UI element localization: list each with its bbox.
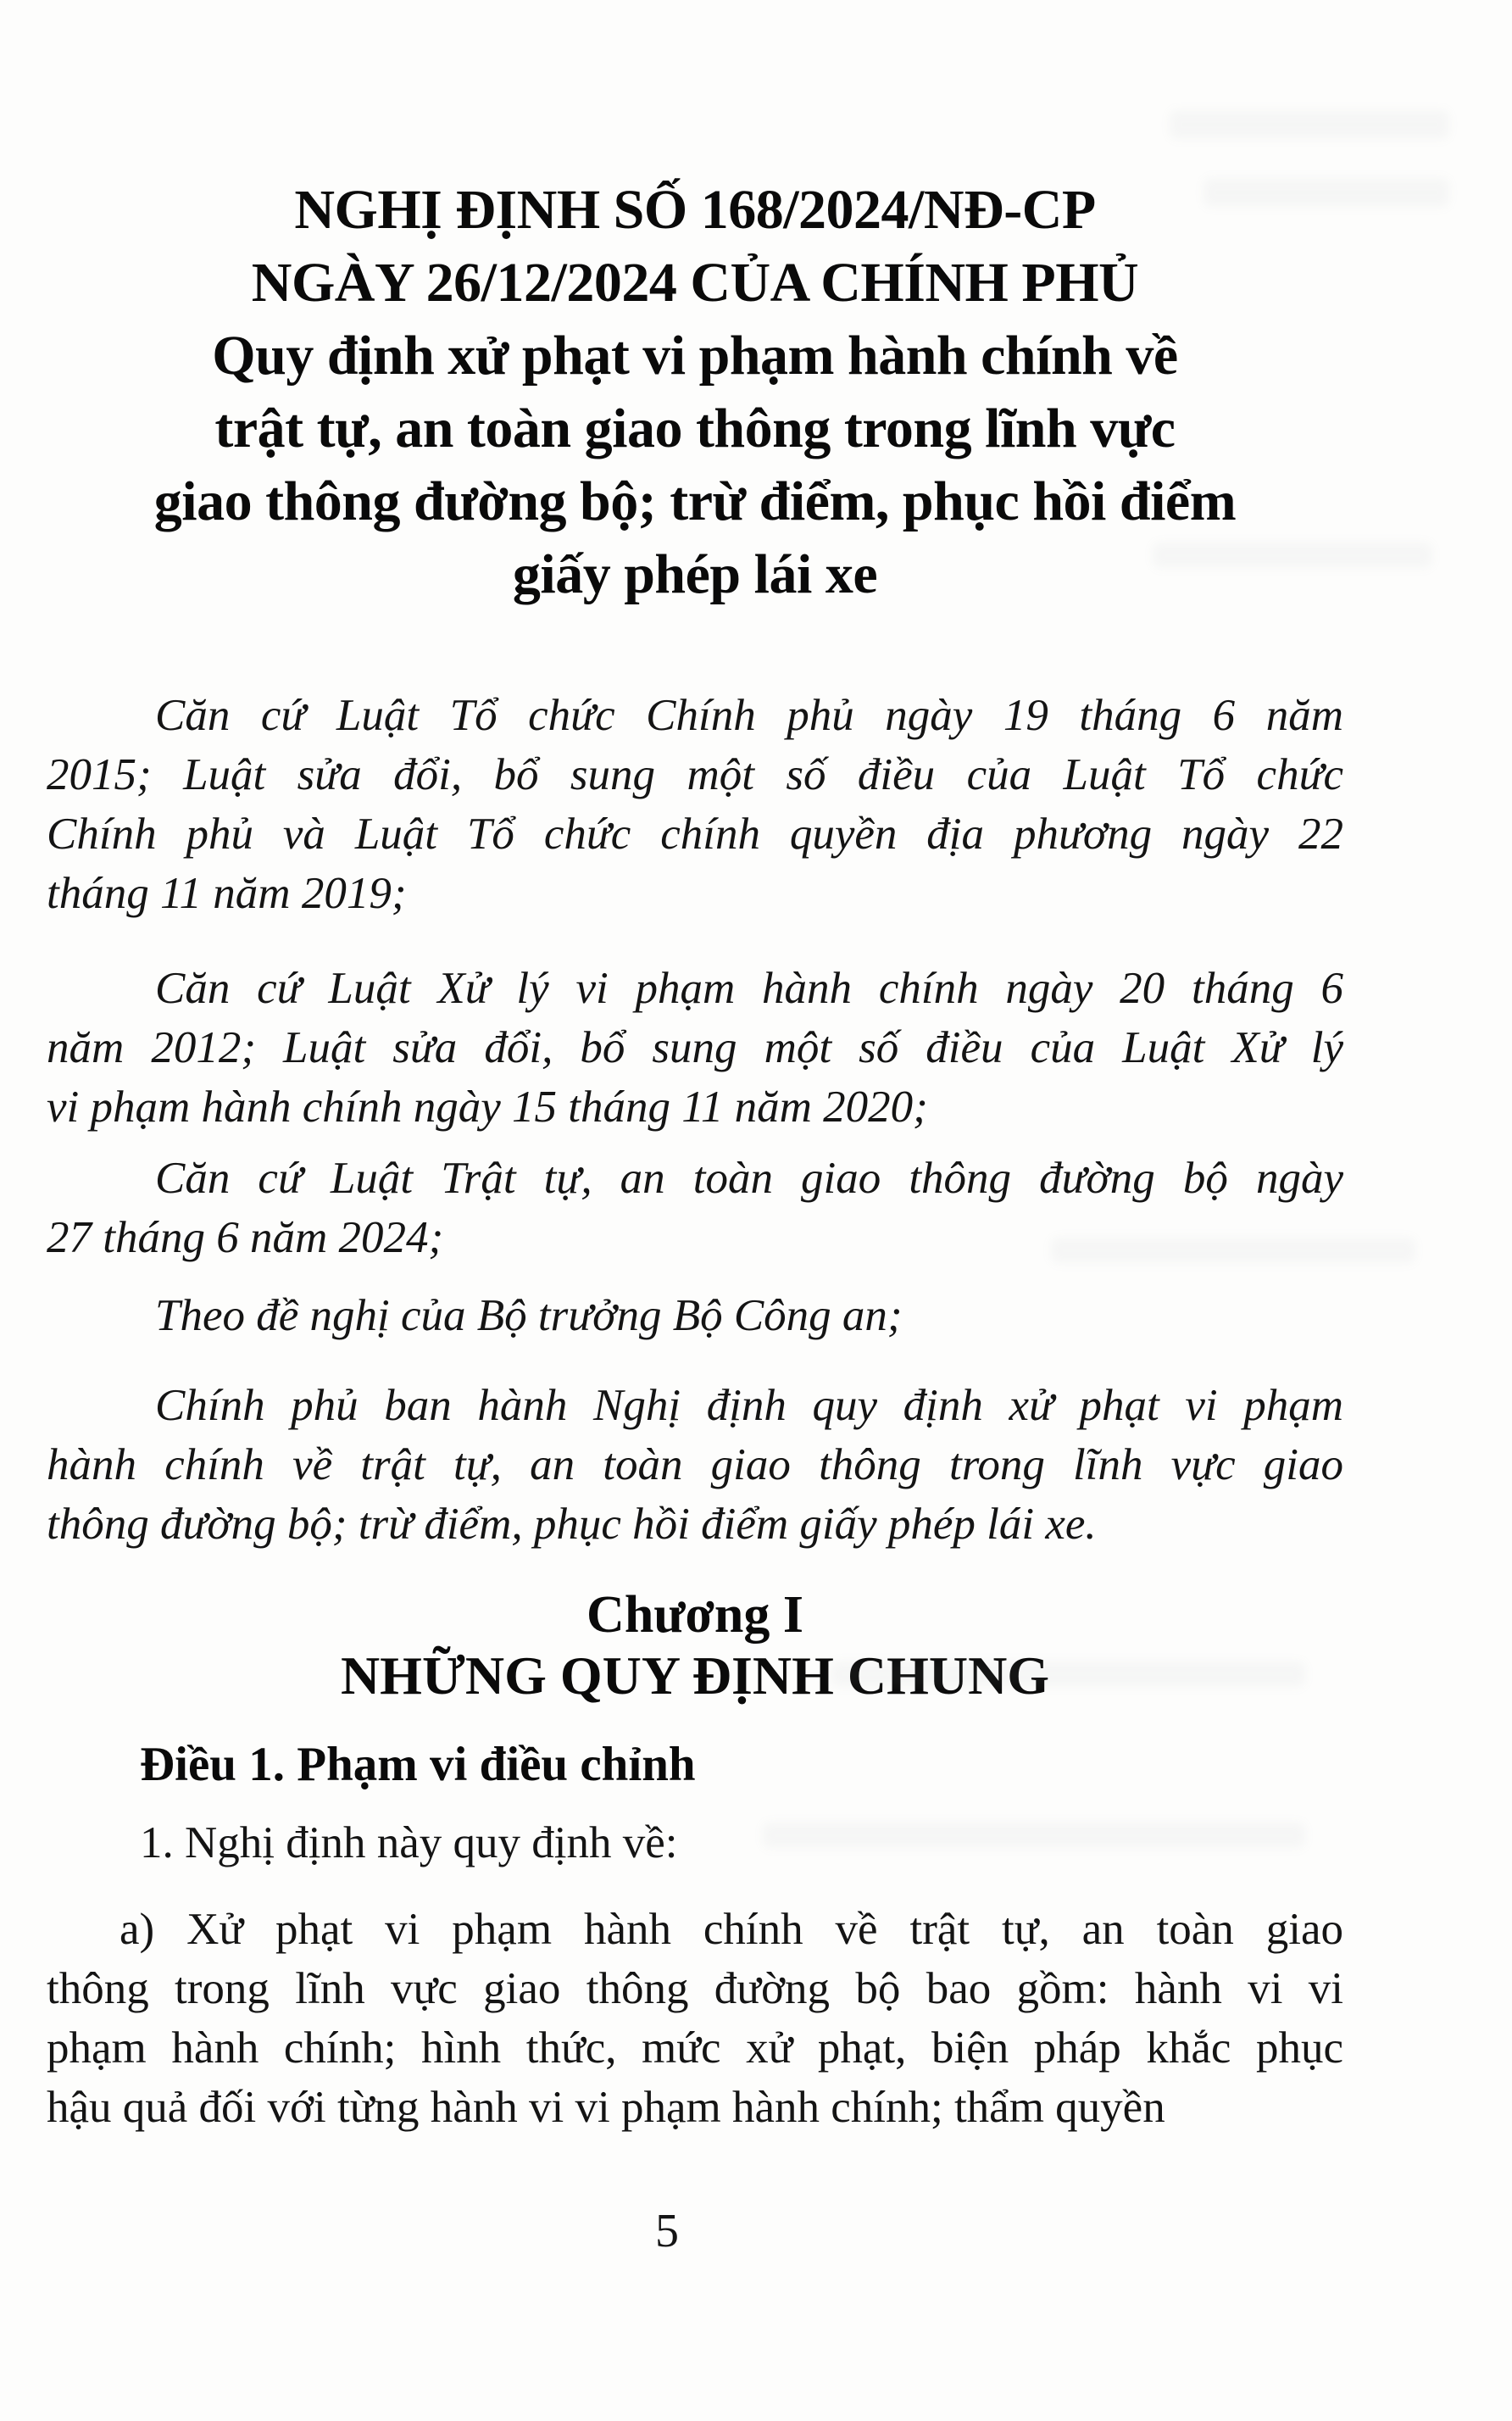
- text-column: [47, 174, 1343, 2137]
- text-line: giấy phép lái xe: [512, 543, 878, 605]
- text-line: 1. Nghị định này quy định về:: [140, 1818, 678, 1867]
- text-line: hành chính về trật tự, an toàn giao thông trong lĩnh vực giao: [47, 1440, 1343, 1489]
- preamble-paragraph: [47, 686, 1343, 923]
- text-line: Chính phủ và Luật Tổ chức chính quyền địa phương ngày 22: [47, 810, 1343, 859]
- body-paragraph: [47, 1813, 1343, 1873]
- preamble-paragraph: [47, 1149, 1343, 1267]
- page-number: 5: [655, 2205, 679, 2257]
- body-paragraph: [47, 1900, 1343, 2137]
- text-line: NGÀY 26/12/2024 CỦA CHÍNH PHỦ: [251, 252, 1139, 314]
- text-line: hậu quả đối với từng hành vi vi phạm hành chính; thẩm quyền: [47, 2083, 1165, 2132]
- text-line: Theo đề nghị của Bộ trưởng Bộ Công an;: [155, 1291, 903, 1340]
- text-line: Căn cứ Luật Xử lý vi phạm hành chính ngày 20 tháng 6: [155, 964, 1343, 1013]
- text-line: năm 2012; Luật sửa đổi, bổ sung một số điều của Luật Xử lý: [47, 1023, 1343, 1072]
- text-line: Chính phủ ban hành Nghị định quy định xử phạt vi phạm: [155, 1381, 1343, 1430]
- text-line: Quy định xử phạt vi phạm hành chính về: [212, 325, 1178, 387]
- text-line: thông đường bộ; trừ điểm, phục hồi điểm giấy phép lái xe.: [47, 1500, 1097, 1549]
- bleedthrough-artifact: [1170, 110, 1449, 139]
- text-line: Căn cứ Luật Tổ chức Chính phủ ngày 19 tháng 6 năm: [155, 691, 1343, 740]
- text-line: phạm hành chính; hình thức, mức xử phạt, biện pháp khắc phục: [47, 2023, 1343, 2073]
- text-line: 27 tháng 6 năm 2024;: [47, 1213, 444, 1262]
- text-line: Căn cứ Luật Trật tự, an toàn giao thông đường bộ ngày: [155, 1154, 1343, 1203]
- chapter-heading: NHỮNG QUY ĐỊNH CHUNG: [340, 1645, 1050, 1706]
- text-line: giao thông đường bộ; trừ điểm, phục hồi điểm: [153, 470, 1237, 532]
- text-line: a) Xử phạt vi phạm hành chính về trật tự, an toàn giao: [120, 1905, 1343, 1954]
- chapter-label: Chương I: [586, 1586, 803, 1644]
- text-line: NGHỊ ĐỊNH SỐ 168/2024/NĐ-CP: [294, 179, 1096, 241]
- preamble-paragraph: [47, 1286, 1343, 1345]
- decree-title: [47, 174, 1343, 611]
- chapter-block: [47, 1584, 1343, 1706]
- text-line: trật tự, an toàn giao thông trong lĩnh vực: [214, 398, 1176, 459]
- preamble-paragraph: [47, 959, 1343, 1137]
- preamble-paragraph: [47, 1376, 1343, 1554]
- text-line: thông trong lĩnh vực giao thông đường bộ bao gồm: hành vi vi: [47, 1964, 1343, 2013]
- preamble: [47, 686, 1343, 1554]
- article-heading: Điều 1. Phạm vi điều chỉnh: [140, 1738, 696, 1791]
- text-line: 2015; Luật sửa đổi, bổ sung một số điều của Luật Tổ chức: [47, 750, 1343, 799]
- text-line: vi phạm hành chính ngày 15 tháng 11 năm 2020;: [47, 1082, 928, 1132]
- text-line: tháng 11 năm 2019;: [47, 869, 407, 918]
